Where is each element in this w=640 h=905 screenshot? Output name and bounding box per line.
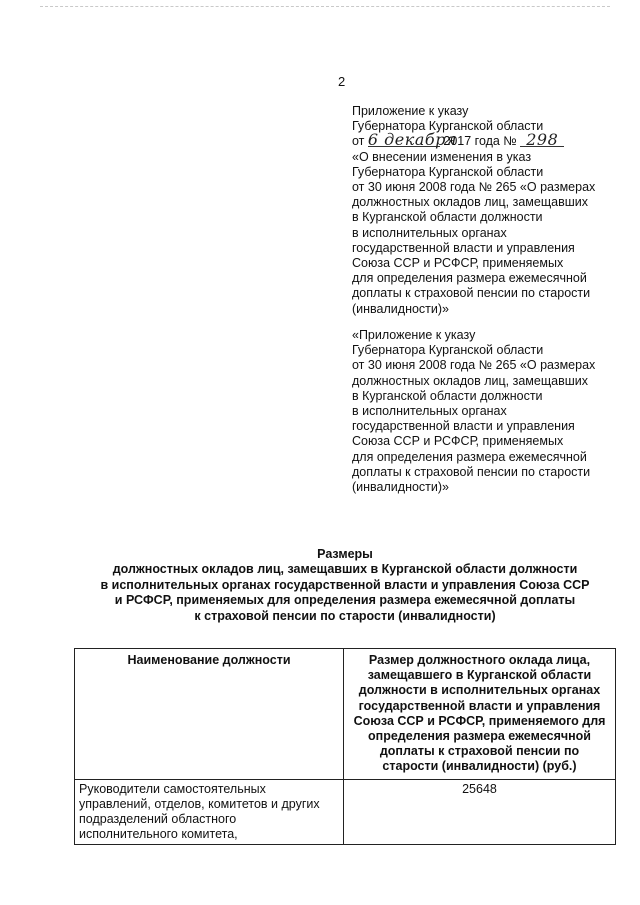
header-line: замещавшего в Курганской области (367, 668, 592, 683)
cell-line: Руководители самостоятельных (79, 781, 266, 796)
header-line: Размер должностного оклада лица, (368, 653, 591, 667)
salary-table (74, 648, 616, 845)
table-header-row (75, 649, 616, 780)
header-line: должности в исполнительных органах (358, 683, 601, 698)
header-position-name: Наименование должности (75, 649, 344, 780)
appendix-date-line (352, 130, 622, 150)
appendix-line: в Курганской области должности (352, 388, 543, 403)
header-line: определения размера ежемесячной (368, 729, 591, 744)
appendix-block-decree (352, 104, 622, 317)
handwritten-date: 6 декабря (367, 130, 457, 150)
salary-value-cell: 25648 (344, 779, 616, 845)
heading-line: в исполнительных органах государственной власти и управления Союза ССР (100, 577, 590, 592)
cell-line: управлений, отделов, комитетов и других (79, 796, 320, 811)
scan-top-edge (40, 6, 610, 8)
heading-line: и РСФСР, применяемых для определения размера ежемесячной доплаты (114, 593, 576, 608)
header-line: государственной власти и управления (358, 698, 601, 713)
appendix-line: от 30 июня 2008 года № 265 «О размерах (352, 180, 596, 195)
appendix-line: государственной власти и управления (352, 240, 575, 255)
heading-line: Размеры (317, 547, 373, 561)
table-row (75, 779, 616, 845)
handwritten-decree-number: 298 (520, 134, 564, 147)
date-year: 2017 года № (443, 134, 517, 149)
appendix-line: «О внесении изменения в указ (352, 149, 532, 164)
header-line: старости (инвалидности) (руб.) (382, 759, 577, 774)
position-name-cell (75, 779, 344, 845)
header-line: доплаты к страховой пенсии по (379, 744, 580, 759)
heading-line: должностных окладов лиц, замещавших в Курганской области должности (112, 562, 578, 577)
appendix-line: должностных окладов лиц, замещавших (352, 373, 588, 388)
appendix-line: должностных окладов лиц, замещавших (352, 195, 588, 210)
appendix-line: Приложение к указу (352, 104, 469, 118)
appendix-line: (инвалидности)» (352, 301, 449, 316)
date-prefix: от (352, 134, 365, 149)
cell-line: исполнительного комитета, (79, 827, 238, 842)
appendix-line: Губернатора Курганской области (352, 119, 544, 134)
appendix-line: для определения размера ежемесячной (352, 449, 587, 464)
appendix-line: Союза ССР и РСФСР, применяемых (352, 434, 564, 449)
appendix-line: от 30 июня 2008 года № 265 «О размерах (352, 358, 596, 373)
appendix-line: для определения размера ежемесячной (352, 271, 587, 286)
document-heading (60, 547, 630, 624)
cell-line: подразделений областного (79, 812, 237, 827)
appendix-block-original (352, 328, 622, 495)
header-salary-size (344, 649, 616, 780)
appendix-line: в исполнительных органах (352, 225, 507, 240)
appendix-line: государственной власти и управления (352, 419, 575, 434)
page-number: 2 (338, 74, 346, 89)
heading-line: к страховой пенсии по старости (инвалидности) (194, 608, 496, 623)
appendix-line: Губернатора Курганской области (352, 343, 544, 358)
appendix-line: в исполнительных органах (352, 404, 507, 419)
header-line: Союза ССР и РСФСР, применяемого для (353, 713, 606, 728)
appendix-line: «Приложение к указу (352, 328, 476, 342)
appendix-line: доплаты к страховой пенсии по старости (352, 464, 591, 479)
appendix-line: (инвалидности)» (352, 480, 449, 495)
appendix-line: доплаты к страховой пенсии по старости (352, 286, 591, 301)
appendix-line: Союза ССР и РСФСР, применяемых (352, 256, 564, 271)
appendix-line: Губернатора Курганской области (352, 164, 544, 179)
appendix-line: в Курганской области должности (352, 210, 543, 225)
